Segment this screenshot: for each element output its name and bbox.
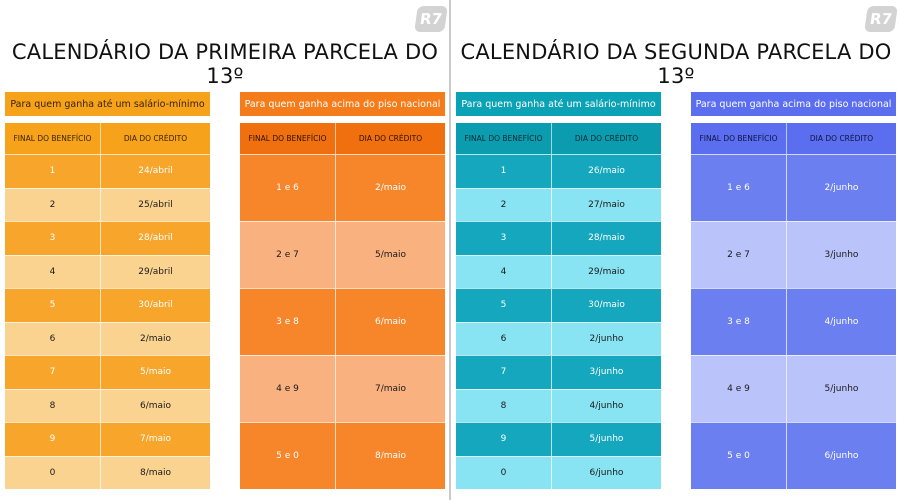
date-cell: 2/maio xyxy=(139,333,172,344)
date-cell: 29/abril xyxy=(138,266,173,277)
col-dia-credito: DIA DO CRÉDITO xyxy=(358,134,423,143)
table-row xyxy=(456,288,661,322)
final-cell: 5 e 0 xyxy=(240,423,336,489)
second-above-column-headers xyxy=(691,123,896,154)
table-row xyxy=(456,355,661,389)
table-row xyxy=(240,355,445,422)
final-cell: 8 xyxy=(5,390,101,423)
second-minimum-header: Para quem ganha até um salário-mínimo xyxy=(456,92,661,116)
final-cell: 8 xyxy=(456,390,552,423)
col-dia-credito: DIA DO CRÉDITO xyxy=(574,134,639,143)
date-cell: 5/maio xyxy=(374,250,407,260)
date-cell: 6/maio xyxy=(374,317,407,327)
second-minimum-table xyxy=(456,92,661,489)
date-cell: 2/maio xyxy=(374,183,407,193)
final-cell: 0 xyxy=(456,457,552,490)
table-row xyxy=(240,422,445,489)
second-installment-section xyxy=(452,0,900,500)
final-cell: 5 xyxy=(5,289,101,322)
table-row xyxy=(456,255,661,289)
first-above-column-headers xyxy=(240,123,445,154)
date-cell: 6/junho xyxy=(589,467,624,478)
date-cell: 5/junho xyxy=(589,434,624,445)
table-row xyxy=(5,422,210,456)
first-minimum-header: Para quem ganha até um salário-mínimo xyxy=(5,92,210,116)
col-final-beneficio: FINAL DO BENEFÍCIO xyxy=(691,123,787,154)
final-cell: 4 e 9 xyxy=(691,356,787,422)
final-cell: 1 xyxy=(456,155,552,188)
date-cell: 8/maio xyxy=(139,467,172,478)
table-row xyxy=(456,221,661,255)
final-cell: 3 xyxy=(5,222,101,255)
first-above-rows xyxy=(240,154,445,489)
first-installment-title: CALENDÁRIO DA PRIMEIRA PARCELA DO 13º xyxy=(11,40,439,88)
date-cell: 3/junho xyxy=(824,250,859,260)
date-cell: 26/maio xyxy=(588,166,625,177)
date-cell: 2/junho xyxy=(589,333,624,344)
date-cell: 24/abril xyxy=(138,166,173,177)
date-cell: 6/junho xyxy=(824,451,859,461)
final-cell: 0 xyxy=(5,457,101,490)
r7-logo: R7 xyxy=(864,6,898,32)
col-dia-credito: DIA DO CRÉDITO xyxy=(123,134,188,143)
col-final-beneficio: FINAL DO BENEFÍCIO xyxy=(456,123,552,154)
final-cell: 6 xyxy=(456,323,552,356)
first-above-header: Para quem ganha acima do piso nacional xyxy=(240,92,445,116)
table-row xyxy=(691,154,896,221)
final-cell: 2 xyxy=(456,189,552,222)
table-row xyxy=(240,154,445,221)
final-cell: 4 xyxy=(456,256,552,289)
final-cell: 9 xyxy=(5,423,101,456)
second-above-rows xyxy=(691,154,896,489)
table-row xyxy=(5,456,210,490)
second-minimum-column-headers xyxy=(456,123,661,154)
date-cell: 6/maio xyxy=(139,400,172,411)
table-row xyxy=(5,154,210,188)
first-minimum-column-headers xyxy=(5,123,210,154)
table-row xyxy=(691,221,896,288)
final-cell: 4 e 9 xyxy=(240,356,336,422)
first-minimum-table xyxy=(5,92,210,489)
table-row xyxy=(240,221,445,288)
table-row xyxy=(5,288,210,322)
table-row xyxy=(456,389,661,423)
table-row xyxy=(5,221,210,255)
final-cell: 7 xyxy=(5,356,101,389)
date-cell: 5/maio xyxy=(139,367,172,378)
date-cell: 29/maio xyxy=(588,266,625,277)
date-cell: 7/maio xyxy=(374,384,407,394)
second-minimum-rows xyxy=(456,154,661,489)
date-cell: 2/junho xyxy=(824,183,859,193)
second-above-table xyxy=(691,92,896,489)
final-cell: 5 e 0 xyxy=(691,423,787,489)
final-cell: 2 e 7 xyxy=(240,222,336,288)
first-minimum-rows xyxy=(5,154,210,489)
table-row xyxy=(456,456,661,490)
final-cell: 5 xyxy=(456,289,552,322)
date-cell: 4/junho xyxy=(824,317,859,327)
table-row xyxy=(691,355,896,422)
final-cell: 1 e 6 xyxy=(691,155,787,221)
final-cell: 3 e 8 xyxy=(240,289,336,355)
date-cell: 8/maio xyxy=(374,451,407,461)
col-final-beneficio: FINAL DO BENEFÍCIO xyxy=(5,123,101,154)
table-row xyxy=(691,288,896,355)
date-cell: 4/junho xyxy=(589,400,624,411)
final-cell: 2 xyxy=(5,189,101,222)
final-cell: 6 xyxy=(5,323,101,356)
table-row xyxy=(691,422,896,489)
date-cell: 28/abril xyxy=(138,233,173,244)
table-row xyxy=(240,288,445,355)
date-cell: 7/maio xyxy=(139,434,172,445)
date-cell: 3/junho xyxy=(589,367,624,378)
table-row xyxy=(456,188,661,222)
date-cell: 5/junho xyxy=(824,384,859,394)
table-row xyxy=(5,322,210,356)
date-cell: 28/maio xyxy=(588,233,625,244)
final-cell: 9 xyxy=(456,423,552,456)
col-dia-credito: DIA DO CRÉDITO xyxy=(809,134,874,143)
final-cell: 3 e 8 xyxy=(691,289,787,355)
table-row xyxy=(456,422,661,456)
table-row xyxy=(5,389,210,423)
final-cell: 7 xyxy=(456,356,552,389)
final-cell: 4 xyxy=(5,256,101,289)
first-above-table xyxy=(240,92,445,489)
date-cell: 27/maio xyxy=(588,199,625,210)
table-row xyxy=(5,188,210,222)
final-cell: 2 e 7 xyxy=(691,222,787,288)
col-final-beneficio: FINAL DO BENEFÍCIO xyxy=(240,123,336,154)
final-cell: 1 e 6 xyxy=(240,155,336,221)
second-installment-title: CALENDÁRIO DA SEGUNDA PARCELA DO 13º xyxy=(460,40,892,88)
r7-logo: R7 xyxy=(414,6,448,32)
table-row xyxy=(456,322,661,356)
final-cell: 3 xyxy=(456,222,552,255)
second-above-header: Para quem ganha acima do piso nacional xyxy=(691,92,896,116)
table-row xyxy=(456,154,661,188)
table-row xyxy=(5,355,210,389)
date-cell: 30/abril xyxy=(138,300,173,311)
date-cell: 25/abril xyxy=(138,199,173,210)
date-cell: 30/maio xyxy=(588,300,625,311)
final-cell: 1 xyxy=(5,155,101,188)
table-row xyxy=(5,255,210,289)
